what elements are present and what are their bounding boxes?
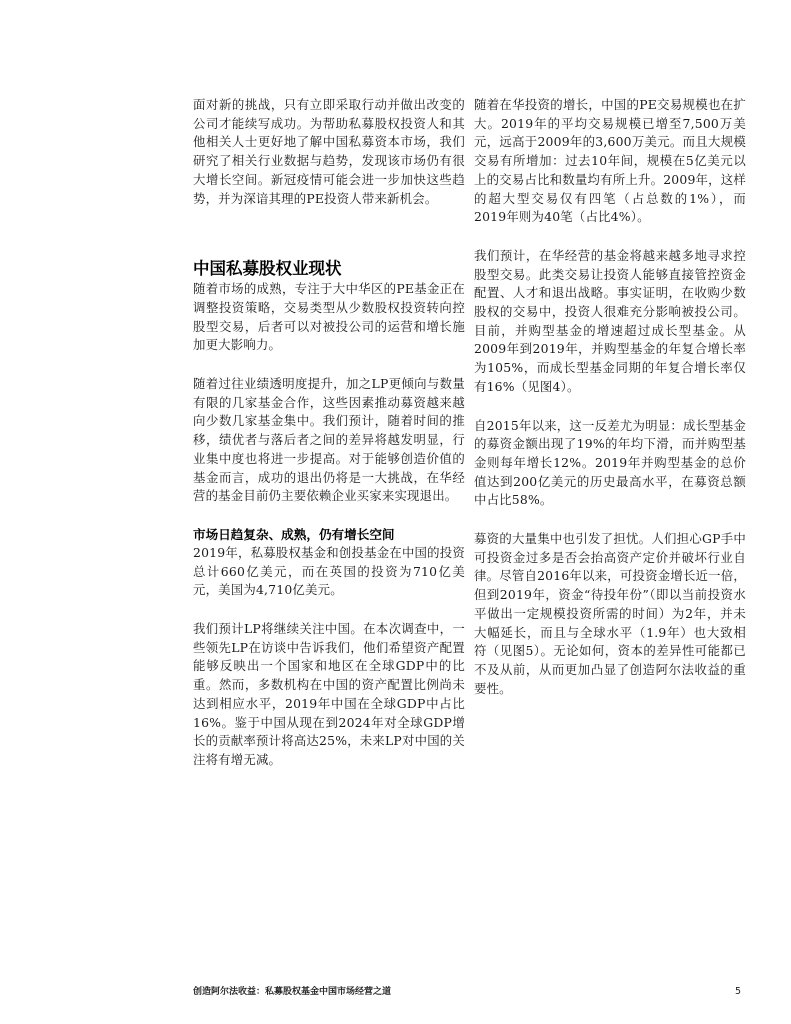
dry-powder-paragraph: 募资的大量集中也引发了担忧。人们担心GP手中可投资金过多是否会抬高资产定价并破坏行业自律。尽管自2016年以来，可投资金增长近一倍，但到2019年，资金“待投年份”（即以当前投资水平做出一定规模投资所需的时间）为2年，并未大幅延长，而且与全球水平（1.9年）也大致相符（见图5）。无论如何，资本的差异性可能都已不及从前，从而更加凸显了创造阿尔法收益的重要性。	[474, 531, 746, 696]
subsection-title: 市场日趋复杂、成熟，仍有增长空间	[193, 526, 395, 542]
footer-page-number: 5	[735, 986, 742, 997]
investment-totals-paragraph: 2019年，私募股权基金和创投基金在中国的投资总计660亿美元，而在英国的投资为710亿美元，美国为4,710亿美元。	[193, 544, 465, 598]
intro-paragraph: 面对新的挑战，只有立即采取行动并做出改变的公司才能续写成功。为帮助私募股权投资人和其他相关人士更好地了解中国私募资本市场，我们研究了相关行业数据与趋势，发现该市场仍有很大增长空间。新冠疫情可能会进一步加快这些趋势，并为深谙其理的PE投资人带来新机会。	[193, 97, 465, 206]
right-column	[474, 96, 746, 718]
section-title: 中国私募股权业现状	[193, 259, 342, 279]
fund-contrast-paragraph: 自2015年以来，这一反差尤为明显：成长型基金的募资金额出现了19%的年均下滑，而并购型基金则每年增长12%。2019年并购型基金的总价值达到200亿美元的历史最高水平，在募资总额中占比58%。	[474, 417, 746, 508]
left-column	[193, 96, 465, 790]
deal-size-paragraph: 随着在华投资的增长，中国的PE交易规模也在扩大。2019年的平均交易规模已增至7,500万美元，远高于2009年的3,600万美元。而且大规模交易有所增加：过去10年间，规模在5亿美元以上的交易占比和数量均有所上升。2009年，这样的超大型交易仅有四笔（占总数的1%），而2019年则为40笔（占比4%）。	[474, 97, 746, 225]
section-spacer	[193, 228, 465, 258]
strategy-paragraph: 随着市场的成熟，专注于大中华区的PE基金正在调整投资策略，交易类型从少数股权投资转向控股型交易，后者可以对被投公司的运营和增长施加更大影响力。	[193, 281, 465, 353]
concentration-paragraph: 随着过往业绩透明度提升，加之LP更倾向与数量有限的几家基金合作，这些因素推动募资越来越向少数几家基金集中。我们预计，随着时间的推移，绩优者与落后者之间的差异将越发明显，行业集中度也将进一步提高。对于能够创造价值的基金而言，成功的退出仍将是一大挑战，在华经营的基金目前仍主要依赖企业买家来实现退出。	[193, 376, 465, 504]
control-deals-paragraph: 我们预计，在华经营的基金将越来越多地寻求控股型交易。此类交易让投资人能够直接管控资金配置、人才和退出战略。事实证明，在收购少数股权的交易中，投资人很难充分影响被投公司。目前，并购型基金的增速超过成长型基金。从2009年到2019年，并购型基金的年复合增长率为105%，而成长型基金同期的年复合增长率仅有16%（见图4）。	[474, 247, 746, 394]
footer-running-title: 创造阿尔法收益：私募股权基金中国市场经营之道	[193, 987, 392, 997]
lp-focus-paragraph: 我们预计LP将继续关注中国。在本次调查中，一些领先LP在访谈中告诉我们，他们希望资产配置能够反映出一个国家和地区在全球GDP中的比重。然而，多数机构在中国的资产配置比例尚未达到相应水平，2019年中国在全球GDP中占比16%。鉴于中国从现在到2024年对全球GDP增长的贡献率预计将高达25%，未来LP对中国的关注将有增无减。	[193, 621, 465, 767]
